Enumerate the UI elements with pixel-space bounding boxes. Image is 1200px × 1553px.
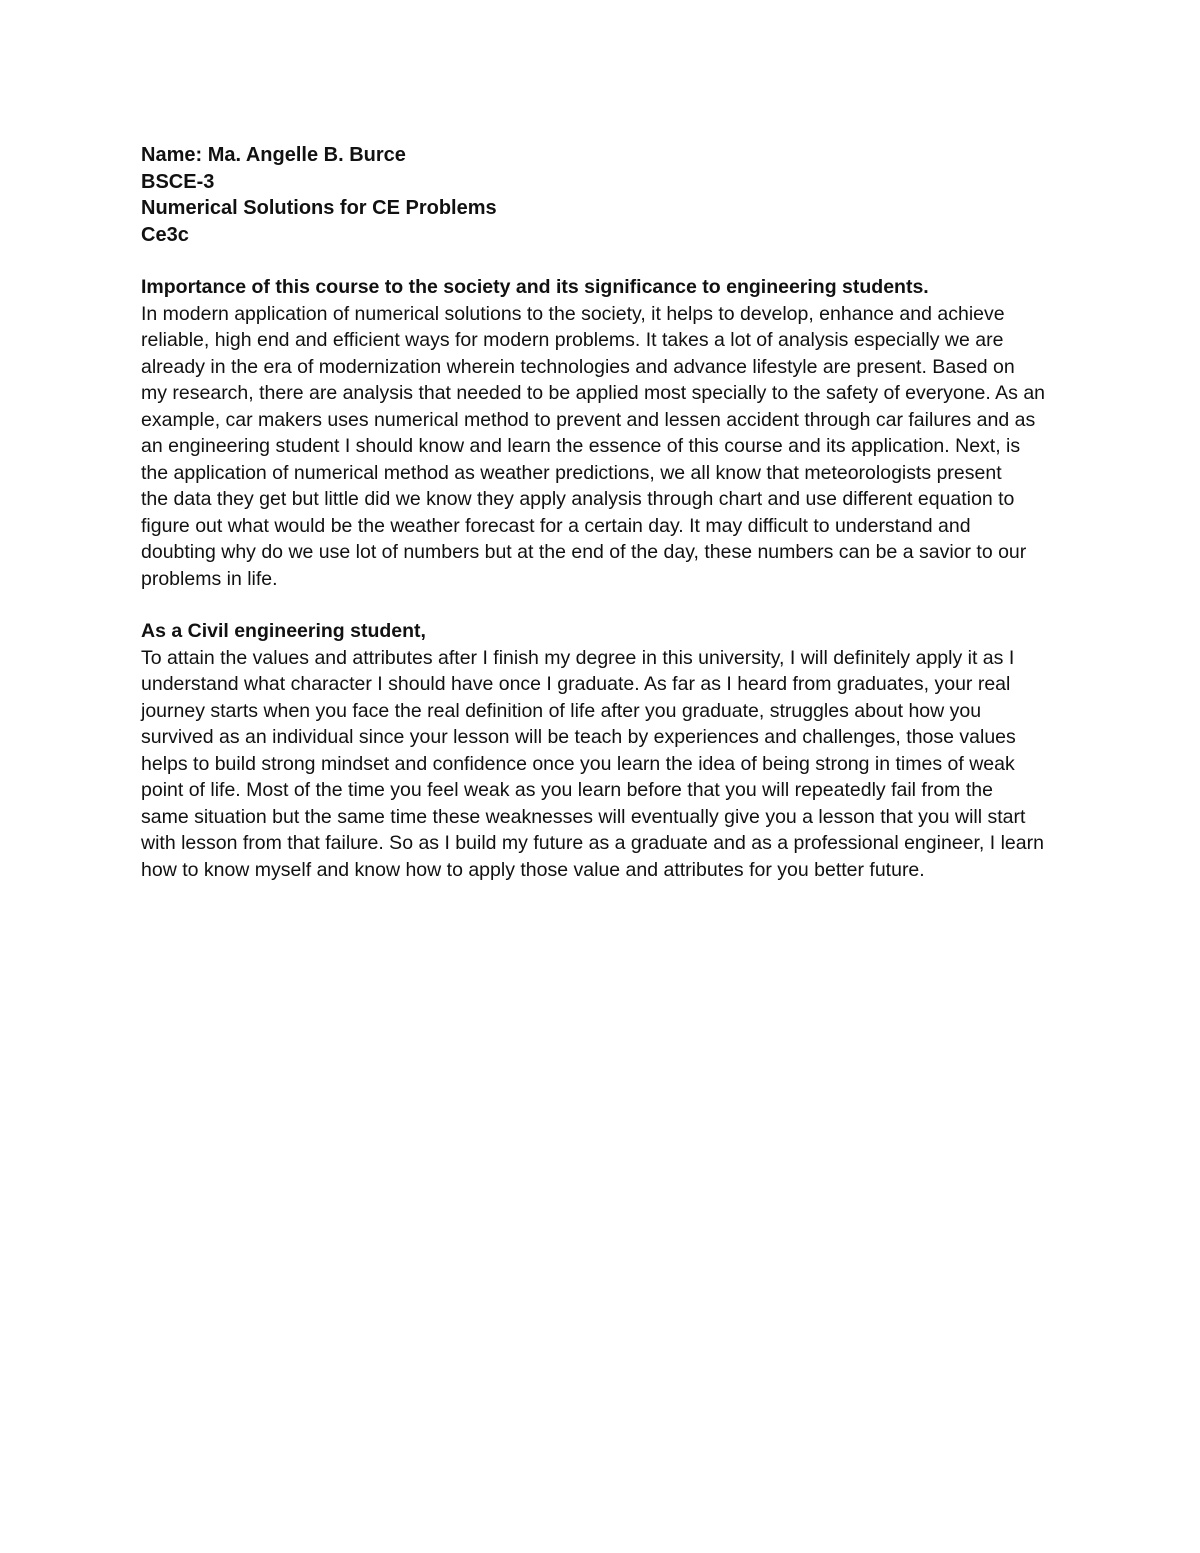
section1-heading: Importance of this course to the society and its significance to engineering students. — [141, 276, 929, 298]
paragraph-line: journey starts when you face the real definition of life after you graduate, struggles about how you — [141, 699, 982, 722]
paragraph-line: figure out what would be the weather forecast for a certain day. It may difficult to understand and — [141, 514, 971, 537]
paragraph-line: problems in life. — [141, 567, 278, 590]
student-name: Name: Ma. Angelle B. Burce — [141, 144, 406, 166]
paragraph-line: with lesson from that failure. So as I build my future as a graduate and as a professional engineer, I learn — [141, 832, 1044, 854]
paragraph-line: example, car makers uses numerical method to prevent and lessen accident through car failures and as — [141, 408, 1036, 431]
paragraph-line: helps to build strong mindset and confidence once you learn the idea of being strong in times of weak — [141, 752, 1015, 775]
paragraph-line: To attain the values and attributes after I finish my degree in this university, I will definitely apply it as I — [141, 646, 1015, 669]
section2-heading: As a Civil engineering student, — [141, 620, 426, 642]
paragraph-line: an engineering student I should know and learn the essence of this course and its application. Next, is — [141, 435, 1021, 457]
paragraph-line: doubting why do we use lot of numbers but at the end of the day, these numbers can be a savior to our — [141, 541, 1027, 563]
document-content — [141, 142, 1066, 883]
section1-paragraph — [141, 301, 1066, 593]
paragraph-line: already in the era of modernization wherein technologies and advance lifestyle are present. Based on — [141, 355, 1015, 378]
paragraph-line: point of life. Most of the time you feel weak as you learn before that you will repeatedly fail from the — [141, 779, 993, 801]
paragraph-line: understand what character I should have once I graduate. As far as I heard from graduates, your real — [141, 673, 1011, 695]
paragraph-line: reliable, high end and efficient ways for modern problems. It takes a lot of analysis especially we are — [141, 329, 1004, 351]
paragraph-line: my research, there are analysis that needed to be applied most specially to the safety of everyone. As an — [141, 382, 1046, 404]
course-title: Numerical Solutions for CE Problems — [141, 197, 497, 219]
section-code: Ce3c — [141, 223, 189, 246]
section2-paragraph — [141, 645, 1066, 884]
spacer — [141, 248, 1066, 274]
paragraph-line: same situation but the same time these weaknesses will eventually give you a lesson that you will start — [141, 805, 1026, 828]
paragraph-line: the application of numerical method as weather predictions, we all know that meteorologists present — [141, 461, 1002, 484]
spacer — [141, 592, 1066, 618]
program: BSCE-3 — [141, 170, 215, 193]
paragraph-line: how to know myself and know how to apply those value and attributes for you better future. — [141, 858, 925, 881]
paragraph-line: survived as an individual since your lesson will be teach by experiences and challenges, those values — [141, 726, 1016, 748]
paragraph-line: the data they get but little did we know they apply analysis through chart and use different equation to — [141, 488, 1015, 510]
paragraph-line: In modern application of numerical solutions to the society, it helps to develop, enhance and achieve — [141, 302, 1005, 325]
